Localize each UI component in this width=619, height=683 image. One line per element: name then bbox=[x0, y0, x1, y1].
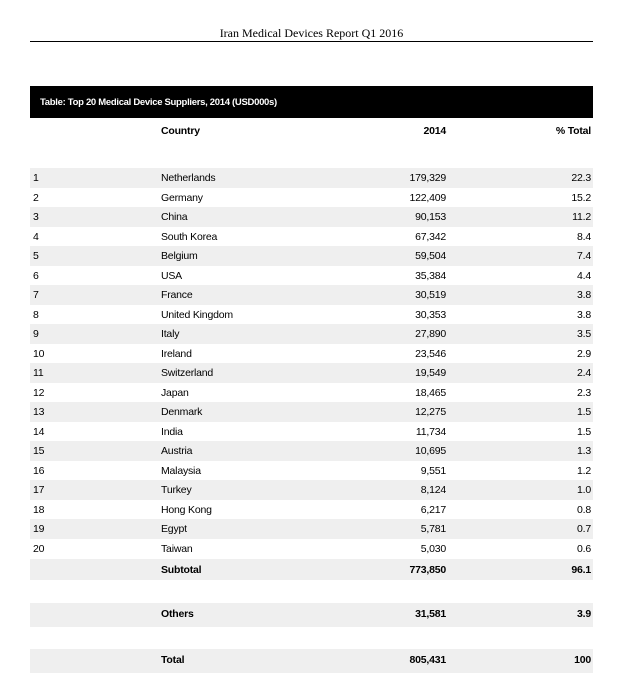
row-pct-total: 11.2 bbox=[572, 211, 591, 223]
subtotal-label: Subtotal bbox=[161, 564, 202, 576]
row-rank: 5 bbox=[33, 250, 39, 262]
row-rank: 10 bbox=[33, 347, 45, 360]
column-header-pct-total: % Total bbox=[555, 125, 591, 137]
table-row bbox=[30, 441, 593, 461]
row-rank: 6 bbox=[33, 269, 39, 282]
row-pct-total: 1.5 bbox=[577, 425, 591, 438]
row-value-2014: 59,504 bbox=[415, 250, 446, 262]
subtotal-row bbox=[30, 559, 593, 580]
row-country: United Kingdom bbox=[161, 308, 233, 321]
others-value: 31,581 bbox=[415, 608, 446, 620]
table-row bbox=[30, 266, 593, 286]
row-value-2014: 30,353 bbox=[415, 308, 446, 321]
row-rank: 17 bbox=[33, 484, 45, 496]
row-value-2014: 8,124 bbox=[420, 484, 446, 496]
row-pct-total: 0.7 bbox=[577, 523, 591, 535]
row-rank: 15 bbox=[33, 445, 45, 457]
row-country: South Korea bbox=[161, 230, 218, 243]
row-value-2014: 6,217 bbox=[420, 503, 446, 516]
row-country: Hong Kong bbox=[161, 503, 212, 516]
table-row bbox=[30, 461, 593, 481]
total-pct: 100 bbox=[574, 654, 591, 666]
row-rank: 9 bbox=[33, 328, 39, 340]
row-value-2014: 67,342 bbox=[415, 230, 446, 243]
row-rank: 3 bbox=[33, 211, 39, 223]
row-pct-total: 1.5 bbox=[577, 406, 591, 418]
row-country: USA bbox=[161, 269, 182, 282]
row-value-2014: 11,734 bbox=[415, 425, 446, 438]
row-value-2014: 10,695 bbox=[415, 445, 446, 457]
table-row bbox=[30, 285, 593, 305]
row-pct-total: 1.0 bbox=[577, 484, 591, 496]
others-label: Others bbox=[161, 608, 194, 620]
table-row bbox=[30, 363, 593, 383]
row-pct-total: 3.5 bbox=[577, 328, 591, 340]
table-row bbox=[30, 539, 593, 559]
table-column-headers bbox=[30, 124, 593, 142]
row-value-2014: 12,275 bbox=[415, 406, 446, 418]
report-header: Iran Medical Devices Report Q1 2016 bbox=[219, 26, 404, 40]
row-rank: 18 bbox=[33, 503, 45, 516]
subtotal-value: 773,850 bbox=[409, 564, 446, 576]
table-row bbox=[30, 246, 593, 266]
row-country: China bbox=[161, 211, 188, 223]
row-country: France bbox=[161, 289, 193, 301]
row-rank: 20 bbox=[33, 542, 45, 555]
table-row bbox=[30, 207, 593, 227]
row-value-2014: 23,546 bbox=[415, 347, 446, 360]
row-pct-total: 0.8 bbox=[577, 503, 591, 516]
row-rank: 14 bbox=[33, 425, 45, 438]
row-pct-total: 22.3 bbox=[571, 172, 591, 184]
table-row bbox=[30, 324, 593, 344]
row-country: Ireland bbox=[161, 347, 192, 360]
column-header-country: Country bbox=[161, 125, 200, 137]
row-pct-total: 15.2 bbox=[571, 191, 591, 204]
row-pct-total: 1.2 bbox=[577, 464, 591, 477]
row-country: Turkey bbox=[161, 484, 192, 496]
column-header-2014: 2014 bbox=[423, 125, 446, 137]
row-pct-total: 1.3 bbox=[577, 445, 591, 457]
row-country: Austria bbox=[161, 445, 193, 457]
row-country: Denmark bbox=[161, 406, 203, 418]
table-row bbox=[30, 402, 593, 422]
row-value-2014: 19,549 bbox=[415, 367, 446, 379]
table-row bbox=[30, 480, 593, 500]
row-value-2014: 5,030 bbox=[420, 542, 446, 555]
row-rank: 16 bbox=[33, 464, 45, 477]
row-value-2014: 27,890 bbox=[415, 328, 446, 340]
table-row bbox=[30, 500, 593, 520]
table-row bbox=[30, 383, 593, 403]
row-country: Egypt bbox=[161, 523, 187, 535]
total-label: Total bbox=[161, 654, 185, 666]
table-row bbox=[30, 168, 593, 188]
row-pct-total: 3.8 bbox=[577, 289, 591, 301]
table-row bbox=[30, 305, 593, 325]
total-row bbox=[30, 649, 593, 673]
table-row bbox=[30, 422, 593, 442]
table-row bbox=[30, 344, 593, 364]
table-row bbox=[30, 188, 593, 208]
table-row bbox=[30, 519, 593, 539]
row-country: Taiwan bbox=[161, 542, 193, 555]
row-value-2014: 5,781 bbox=[420, 523, 446, 535]
row-country: Netherlands bbox=[161, 172, 216, 184]
row-pct-total: 7.4 bbox=[577, 250, 591, 262]
subtotal-pct: 96.1 bbox=[571, 564, 591, 576]
row-value-2014: 9,551 bbox=[420, 464, 446, 477]
row-rank: 8 bbox=[33, 308, 39, 321]
table-title: Table: Top 20 Medical Device Suppliers, 2014 (USD000s) bbox=[40, 97, 277, 108]
row-rank: 1 bbox=[33, 172, 39, 184]
row-country: Germany bbox=[161, 191, 203, 204]
row-country: Belgium bbox=[161, 250, 198, 262]
row-pct-total: 0.6 bbox=[577, 542, 591, 555]
row-value-2014: 35,384 bbox=[415, 269, 446, 282]
row-pct-total: 4.4 bbox=[577, 269, 591, 282]
others-pct: 3.9 bbox=[577, 608, 591, 620]
row-pct-total: 2.4 bbox=[577, 367, 591, 379]
row-country: Japan bbox=[161, 386, 189, 399]
row-value-2014: 30,519 bbox=[415, 289, 446, 301]
row-rank: 13 bbox=[33, 406, 45, 418]
row-pct-total: 2.3 bbox=[577, 386, 591, 399]
row-rank: 19 bbox=[33, 523, 45, 535]
row-pct-total: 3.8 bbox=[577, 308, 591, 321]
table-title-bar bbox=[30, 86, 593, 118]
row-country: Switzerland bbox=[161, 367, 214, 379]
row-rank: 4 bbox=[33, 230, 39, 243]
row-rank: 11 bbox=[33, 367, 44, 379]
table-row bbox=[30, 227, 593, 247]
row-rank: 7 bbox=[33, 289, 39, 301]
row-rank: 2 bbox=[33, 191, 39, 204]
row-country: Malaysia bbox=[161, 464, 201, 477]
header-rule bbox=[30, 41, 593, 42]
others-row bbox=[30, 603, 593, 627]
row-rank: 12 bbox=[33, 386, 45, 399]
row-value-2014: 179,329 bbox=[409, 172, 446, 184]
total-value: 805,431 bbox=[409, 654, 446, 666]
row-pct-total: 8.4 bbox=[577, 230, 591, 243]
row-value-2014: 18,465 bbox=[415, 386, 446, 399]
row-country: Italy bbox=[161, 328, 180, 340]
row-value-2014: 122,409 bbox=[409, 191, 446, 204]
row-pct-total: 2.9 bbox=[577, 347, 591, 360]
row-country: India bbox=[161, 425, 183, 438]
row-value-2014: 90,153 bbox=[415, 211, 446, 223]
